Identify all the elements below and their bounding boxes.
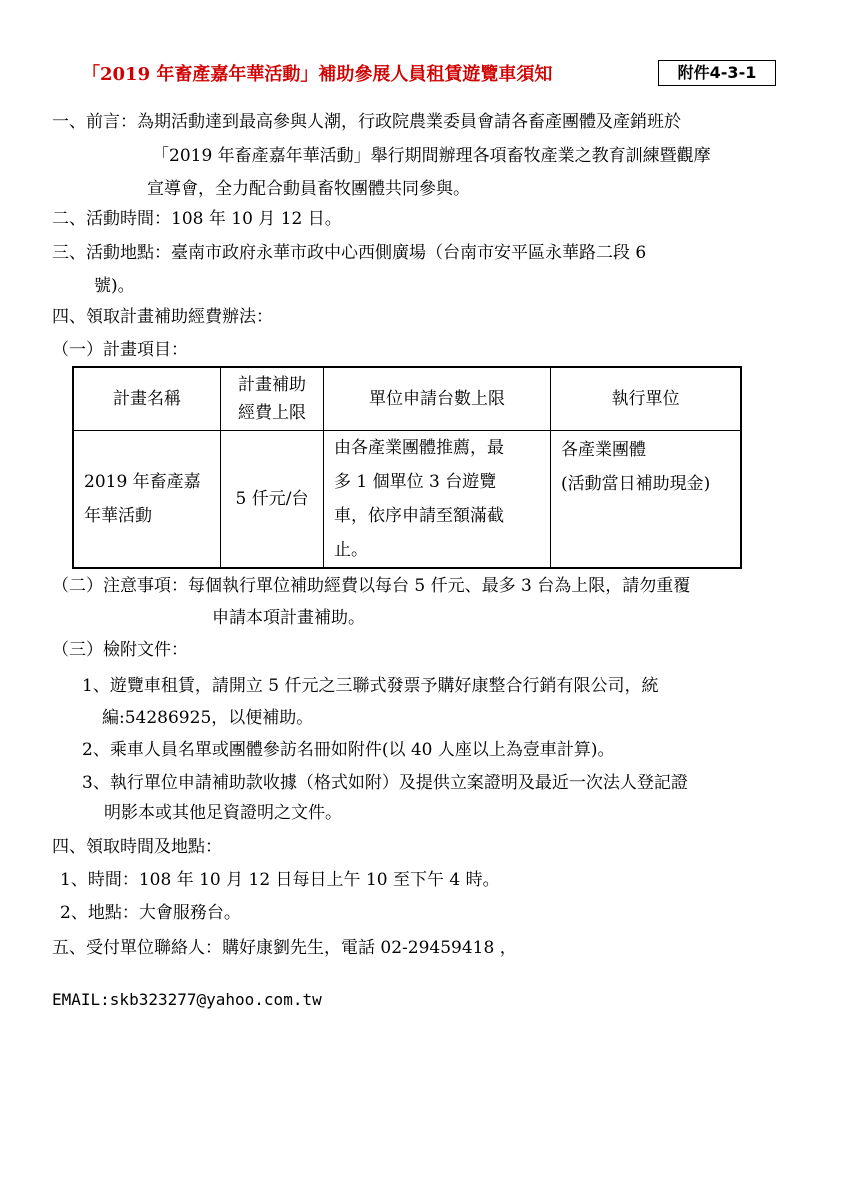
header-unit-limit: 單位申請台數上限 <box>324 367 551 430</box>
cell-unit-limit-line-1: 由各產業團體推薦，最 <box>334 437 504 458</box>
doc-item-3-line-1: 3、執行單位申請補助款收據（格式如附）及提供立案證明及最近一次法人登記證 <box>82 773 688 793</box>
sub-1-heading: （一）計畫項目： <box>52 340 188 360</box>
cell-plan-name <box>73 430 221 568</box>
header-funding-cap-line-2: 經費上限 <box>238 402 306 423</box>
doc-item-3-line-2: 明影本或其他足資證明之文件。 <box>104 803 342 823</box>
sub-2-line-2: 申請本項計畫補助。 <box>212 608 365 628</box>
contact-email: EMAIL:skb323277@yahoo.com.tw <box>52 990 322 1009</box>
cell-unit-limit-line-4: 止。 <box>334 539 368 560</box>
section-4-heading: 四、領取計畫補助經費辦法： <box>52 307 273 327</box>
activity-place-line-1: 三、活動地點：臺南市政府永華市政中心西側廣場（台南市安平區永華路二段 6 <box>52 243 647 263</box>
header-funding-cap <box>221 367 324 430</box>
table-header-row <box>73 367 741 430</box>
intro-line-3: 宣導會，全力配合動員畜牧團體共同參與。 <box>147 179 470 199</box>
cell-unit-limit <box>324 430 551 568</box>
cell-executor-line-2: (活動當日補助現金) <box>561 473 711 494</box>
cell-unit-limit-line-3: 車，依序申請至額滿截 <box>334 505 504 526</box>
attachment-badge: 附件4-3-1 <box>658 60 776 86</box>
table-row <box>73 430 741 568</box>
header-executor: 執行單位 <box>551 367 742 430</box>
doc-item-2: 2、乘車人員名單或團體參訪名冊如附件(以 40 人座以上為壹車計算)。 <box>82 740 615 760</box>
activity-time: 二、活動時間：108 年 10 月 12 日。 <box>52 209 342 229</box>
cell-funding-cap: 5 仟元/台 <box>221 430 324 568</box>
cell-unit-limit-line-2: 多 1 個單位 3 台遊覽 <box>334 471 497 492</box>
sub-3-heading: （三）檢附文件： <box>52 640 188 660</box>
cell-executor <box>551 430 742 568</box>
collect-heading: 四、領取時間及地點： <box>52 837 222 857</box>
collect-time: 1、時間：108 年 10 月 12 日每日上午 10 至下午 4 時。 <box>60 870 500 890</box>
plan-table <box>72 366 742 569</box>
header-plan-name: 計畫名稱 <box>73 367 221 430</box>
header-funding-cap-line-1: 計畫補助 <box>238 374 306 395</box>
intro-line-1: 一、前言：為期活動達到最高參與人潮，行政院農業委員會請各畜產團體及產銷班於 <box>52 112 681 132</box>
collect-place: 2、地點：大會服務台。 <box>60 903 241 923</box>
cell-executor-line-1: 各產業團體 <box>561 439 646 460</box>
activity-place-line-2: 號)。 <box>94 276 135 296</box>
cell-plan-name-line-1: 2019 年畜產嘉 <box>84 471 201 492</box>
doc-item-1-line-1: 1、遊覽車租賃，請開立 5 仟元之三聯式發票予購好康整合行銷有限公司，統 <box>82 676 659 696</box>
doc-item-1-line-2: 編:54286925，以便補助。 <box>102 708 314 728</box>
document-title: 「2019 年畜產嘉年華活動」補助參展人員租賃遊覽車須知 <box>82 64 553 85</box>
contact-line: 五、受付單位聯絡人：購好康劉先生，電話 02-29459418 ， <box>52 938 517 958</box>
cell-plan-name-line-2: 年華活動 <box>84 505 152 526</box>
intro-line-2: 「2019 年畜產嘉年華活動」舉行期間辦理各項畜牧產業之教育訓練暨觀摩 <box>152 146 711 166</box>
sub-2-line-1: （二）注意事項：每個執行單位補助經費以每台 5 仟元、最多 3 台為上限，請勿重覆 <box>52 576 691 596</box>
